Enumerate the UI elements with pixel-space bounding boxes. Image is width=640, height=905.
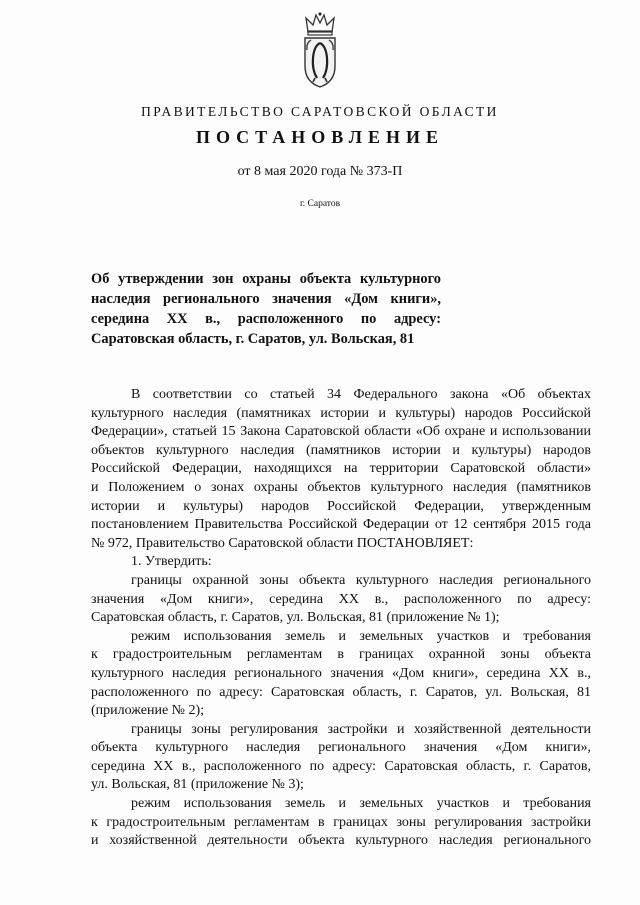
body-line: и хозяйственной деятельности объекта культурного наследия регионального (91, 833, 591, 849)
body-line: В соответствии со статьей 34 Федерального закона «Об объектах (131, 387, 591, 402)
body-line: постановлением Правительства Российской Федерации от 12 сентября 2015 года (91, 517, 591, 533)
body-line: культурного наследия (памятниках истории и культуры) народов Российской (91, 405, 591, 421)
body-line: режим использования земель и земельных участков и требования (131, 796, 591, 812)
title-line: наследия регионального значения «Дом книги», (91, 291, 441, 307)
date-and-number: от 8 мая 2020 года № 373-П (237, 164, 403, 179)
body-line: Российской Федерации, находящихся на территории Саратовской области» (91, 461, 591, 477)
city: г. Саратов (299, 199, 341, 209)
document-type: ПОСТАНОВЛЕНИЕ (195, 127, 445, 147)
document-title (91, 269, 441, 349)
government-name: ПРАВИТЕЛЬСТВО САРАТОВСКОЙ ОБЛАСТИ (141, 104, 499, 119)
body-line: режим использования земель и земельных участков и требования (131, 628, 591, 644)
body-line: (приложение № 2); (91, 703, 205, 719)
body-line: Федерации», статьей 15 Закона Саратовской области «Об охране и использовании (91, 424, 591, 440)
body-line: границы зоны регулирования застройки и хозяйственной деятельности (131, 721, 591, 737)
body-line: к градостроительным регламентам в границах зоны регулирования застройки (91, 814, 591, 830)
body-line: истории и культуры) народов Российской Федерации, утвержденным (91, 498, 591, 514)
body-line: объектов культурного наследия (памятников истории и культуры) народов (91, 442, 591, 458)
body-line: ул. Вольская, 81 (приложение № 3); (91, 777, 304, 793)
body-line: объекта культурного наследия регионального значения «Дом книги», (91, 740, 591, 756)
body-line: значения «Дом книги», середина XX в., расположенного по адресу: (91, 591, 591, 607)
body-line: культурного наследия регионального значения «Дом книги», середина XX в., (91, 665, 591, 681)
body-line: середина XX в., расположенного по адресу: Саратовская область, г. Саратов, (91, 758, 591, 774)
title-line: Об утверждении зон охраны объекта культурного (91, 271, 441, 287)
document-body (91, 386, 591, 851)
body-line: к градостроительным регламентам в границах охранной зоны объекта (91, 647, 591, 663)
body-line: Саратовская область, г. Саратов, ул. Вольская, 81 (приложение № 1); (91, 610, 500, 626)
body-line: 1. Утвердить: (131, 554, 212, 570)
coat-of-arms-icon (300, 10, 340, 90)
body-line: расположенного по адресу: Саратовская область, г. Саратов, ул. Вольская, 81 (91, 684, 591, 700)
title-line: середина XX в., расположенного по адресу: (91, 311, 441, 327)
body-line: и Положением о зонах охраны объектов культурного наследия (памятников (91, 479, 591, 495)
body-line: № 972, Правительство Саратовской области ПОСТАНОВЛЯЕТ: (91, 535, 474, 551)
title-line: Саратовская область, г. Саратов, ул. Вольская, 81 (91, 331, 415, 347)
body-line: границы охранной зоны объекта культурного наследия регионального (131, 572, 591, 588)
